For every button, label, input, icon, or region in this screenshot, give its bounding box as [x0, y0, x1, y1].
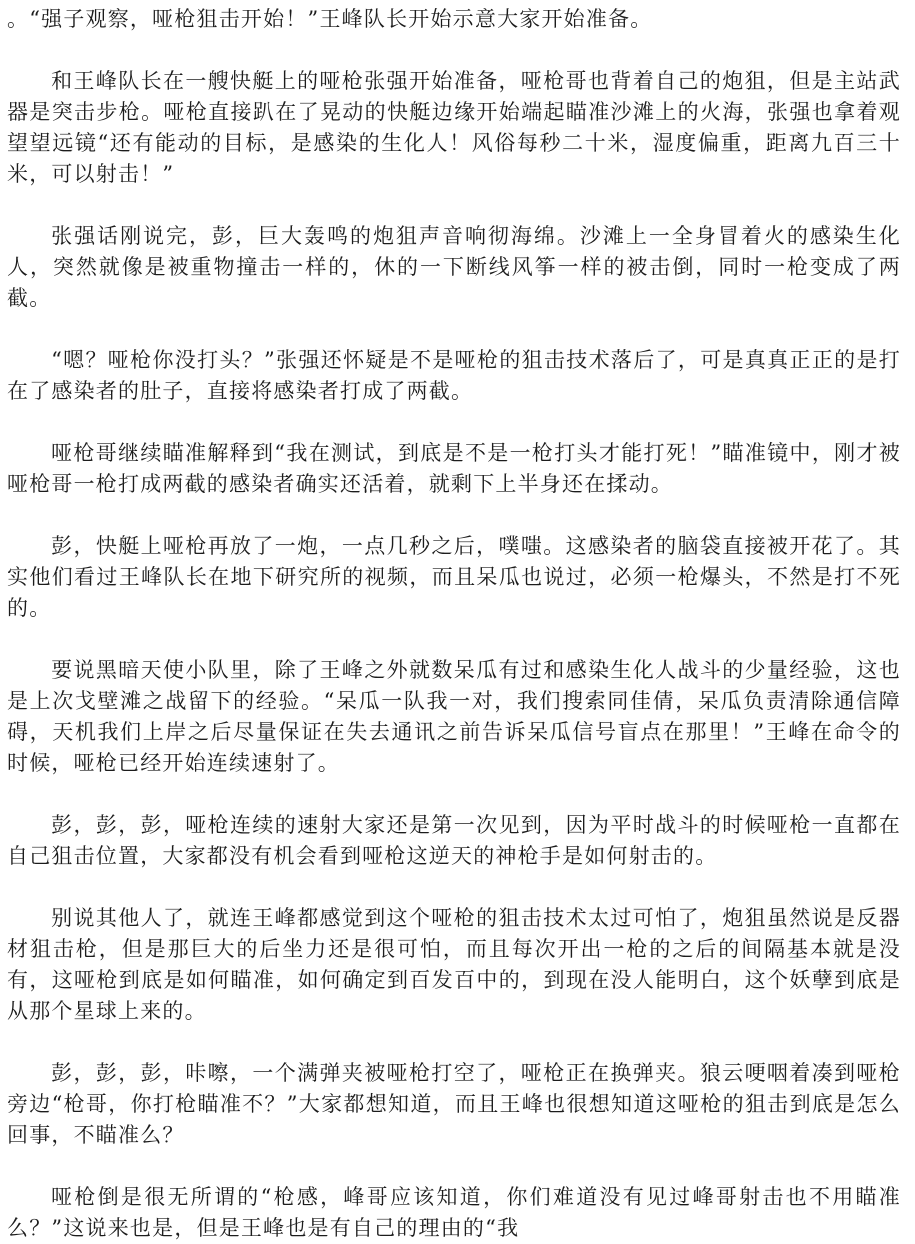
paragraph-4: “嗯？哑枪你没打头？”张强还怀疑是不是哑枪的狙击技术落后了，可是真真正正的是打在了感染者的肚子，直接将感染者打成了两截。 [7, 348, 901, 403]
paragraph-6: 彭，快艇上哑枪再放了一炮，一点几秒之后，噗嗤。这感染者的脑袋直接被开花了。其实他们看过王峰队长在地下研究所的视频，而且呆瓜也说过，必须一枪爆头，不然是打不死的。 [7, 534, 901, 620]
paragraph-2: 和王峰队长在一艘快艇上的哑枪张强开始准备，哑枪哥也背着自己的炮狙，但是主站武器是突击步枪。哑枪直接趴在了晃动的快艇边缘开始端起瞄准沙滩上的火海，张强也拿着观望望远镜“还有能动的目标，是感染的生化人！风俗每秒二十米，湿度偏重，距离九百三十米，可以射击！” [7, 69, 901, 186]
paragraph-9: 别说其他人了，就连王峰都感觉到这个哑枪的狙击技术太过可怕了，炮狙虽然说是反器材狙击枪，但是那巨大的后坐力还是很可怕，而且每次开出一枪的之后的间隔基本就是没有，这哑枪到底是如何瞄准，如何确定到百发百中的，到现在没人能明白，这个妖孽到底是从那个星球上来的。 [7, 906, 901, 1023]
paragraph-8: 彭，彭，彭，哑枪连续的速射大家还是第一次见到，因为平时战斗的时候哑枪一直都在自己狙击位置，大家都没有机会看到哑枪这逆天的神枪手是如何射击的。 [7, 813, 901, 868]
paragraph-7: 要说黑暗天使小队里，除了王峰之外就数呆瓜有过和感染生化人战斗的少量经验，这也是上次戈壁滩之战留下的经验。“呆瓜一队我一对，我们搜索同佳倩，呆瓜负责清除通信障碍，天机我们上岸之后尽量保证在失去通讯之前告诉呆瓜信号盲点在那里！”王峰在命令的时候，哑枪已经开始连续速射了。 [7, 658, 901, 775]
paragraph-5: 哑枪哥继续瞄准解释到“我在测试，到底是不是一枪打头才能打死！”瞄准镜中，刚才被哑枪哥一枪打成两截的感染者确实还活着，就剩下上半身还在揉动。 [7, 441, 901, 496]
paragraph-3: 张强话刚说完，彭，巨大轰鸣的炮狙声音响彻海绵。沙滩上一全身冒着火的感染生化人，突然就像是被重物撞击一样的，休的一下断线风筝一样的被击倒，同时一枪变成了两截。 [7, 224, 901, 310]
paragraph-10: 彭，彭，彭，咔嚓，一个满弹夹被哑枪打空了，哑枪正在换弹夹。狼云哽咽着凑到哑枪旁边“枪哥，你打枪瞄准不？”大家都想知道，而且王峰也很想知道这哑枪的狙击到底是怎么回事，不瞄准么？ [7, 1061, 901, 1147]
paragraph-11: 哑枪倒是很无所谓的“枪感，峰哥应该知道，你们难道没有见过峰哥射击也不用瞄准么？”这说来也是，但是王峰也是有自己的理由的“我 [7, 1185, 901, 1240]
paragraph-1: 。“强子观察，哑枪狙击开始！”王峰队长开始示意大家开始准备。 [7, 7, 653, 31]
